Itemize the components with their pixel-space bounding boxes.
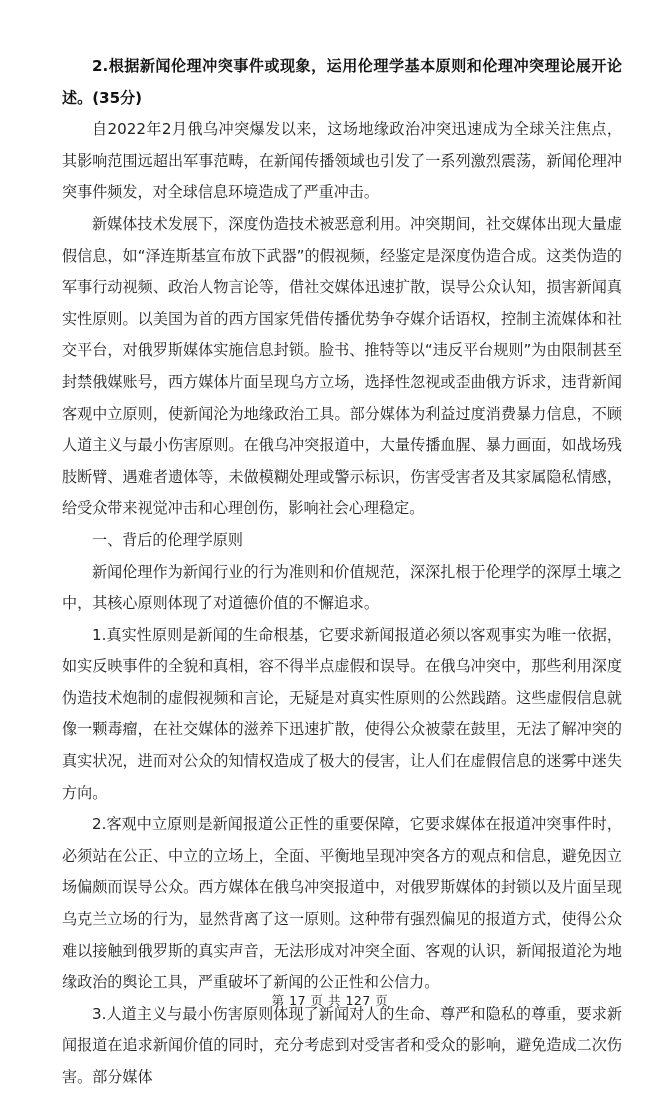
section-heading-ethics-principles: 一、背后的伦理学原则 [92,530,243,549]
paragraph-intro: 自2022年2月俄乌冲突爆发以来，这场地缘政治冲突迅速成为全球关注焦点，其影响范围远超出军事范畴，在新闻传播领域也引发了一系列激烈震荡，新闻伦理冲突事件频发，对全球信息环境造成了严重冲击。 [62,120,622,202]
paragraph-new-media: 新媒体技术发展下，深度伪造技术被恶意利用。冲突期间，社交媒体出现大量虚假信息，如“泽连斯基宣布放下武器”的假视频，经鉴定是深度伪造合成。这类伪造的军事行动视频、政治人物言论等，借社交媒体迅速扩散，误导公众认知，损害新闻真实性原则。以美国为首的西方国家凭借传播优势争夺媒介话语权，控制主流媒体和社交平台，对俄罗斯媒体实施信息封锁。脸书、推特等以“违反平台规则”为由限制甚至封禁俄媒账号，西方媒体片面呈现乌方立场，选择性忽视或歪曲俄方诉求，违背新闻客观中立原则，使新闻沦为地缘政治工具。部分媒体为利益过度消费暴力信息，不顾人道主义与最小伤害原则。在俄乌冲突报道中，大量传播血腥、暴力画面，如战场残肢断臂、遇难者遗体等，未做模糊处理或警示标识，伤害受害者及其家属隐私情感，给受众带来视觉冲击和心理创伤，影响社会心理稳定。 [62,214,622,518]
page-number-footer: 第 17 页 共 127 页 [271,993,389,1008]
document-body [62,51,622,1094]
paragraph-ethics-overview: 新闻伦理作为新闻行业的行为准则和价值规范，深深扎根于伦理学的深厚土壤之中，其核心原则体现了对道德价值的不懈追求。 [62,562,622,613]
paragraph-humanitarianism: 3.人道主义与最小伤害原则体现了新闻对人的生命、尊严和隐私的尊重，要求新闻报道在追求新闻价值的同时，充分考虑到对受害者和受众的影响，避免造成二次伤害。部分媒体 [62,1004,622,1086]
question-heading: 2.根据新闻伦理冲突事件或现象，运用伦理学基本原则和伦理冲突理论展开论述。(35分) [62,57,622,107]
paragraph-objectivity: 2.客观中立原则是新闻报道公正性的重要保障，它要求媒体在报道冲突事件时，必须站在公正、中立的立场上，全面、平衡地呈现冲突各方的观点和信息，避免因立场偏颇而误导公众。西方媒体在俄乌冲突报道中，对俄罗斯媒体的封锁以及片面呈现乌克兰立场的行为，显然背离了这一原则。这种带有强烈偏见的报道方式，使得公众难以接触到俄罗斯的真实声音，无法形成对冲突全面、客观的认识，新闻报道沦为地缘政治的舆论工具，严重破坏了新闻的公正性和公信力。 [62,815,622,992]
paragraph-truthfulness: 1.真实性原则是新闻的生命根基，它要求新闻报道必须以客观事实为唯一依据，如实反映事件的全貌和真相，容不得半点虚假和误导。在俄乌冲突中，那些利用深度伪造技术炮制的虚假视频和言论，无疑是对真实性原则的公然践踏。这些虚假信息就像一颗毒瘤，在社交媒体的滋养下迅速扩散，使得公众被蒙在鼓里，无法了解冲突的真实状况，进而对公众的知情权造成了极大的侵害，让人们在虚假信息的迷雾中迷失方向。 [62,625,622,802]
